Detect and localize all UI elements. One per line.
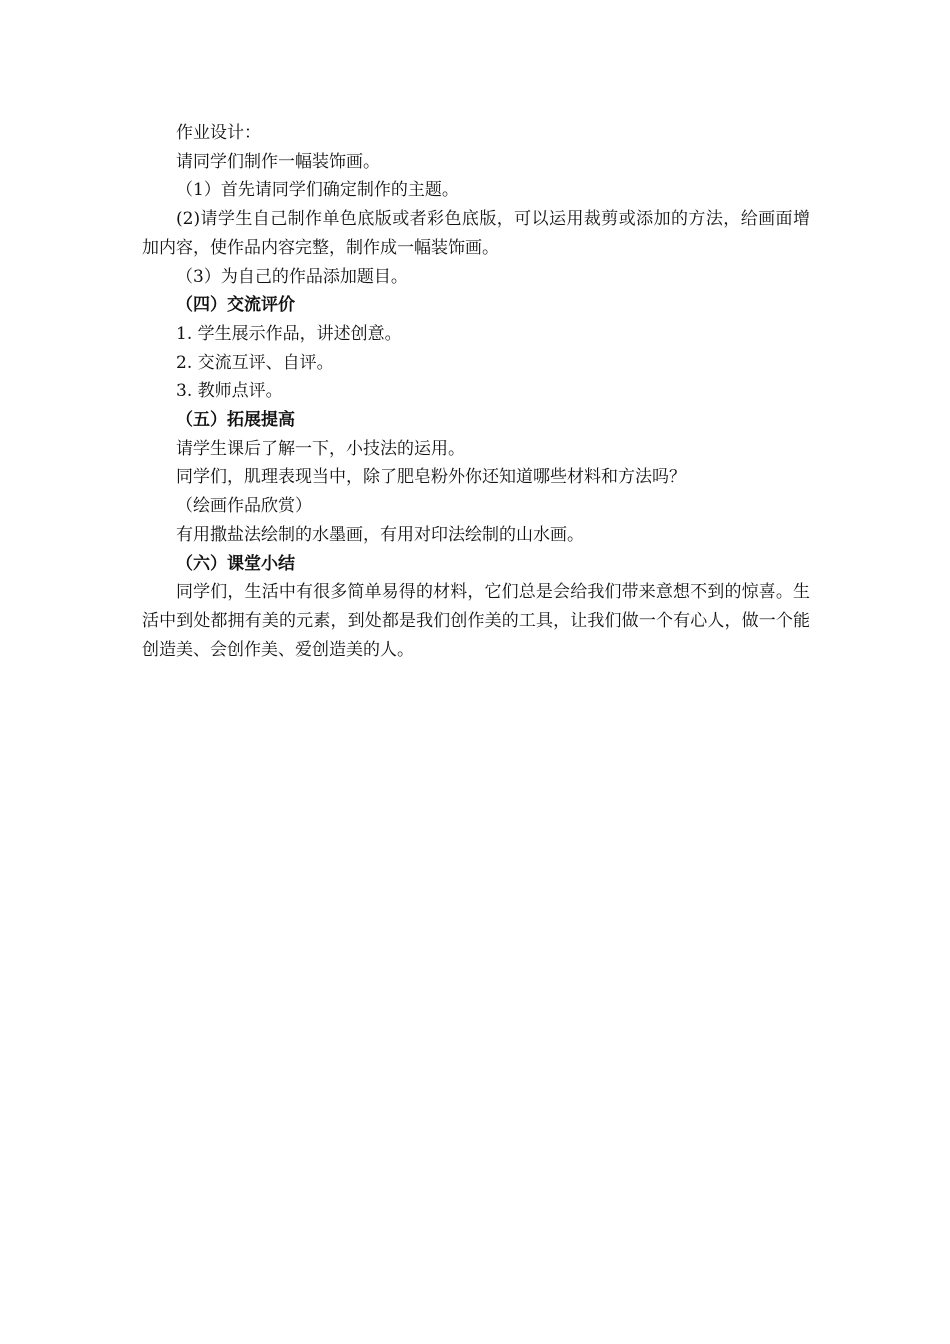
paragraph-after-class: 请学生课后了解一下，小技法的运用。 [176, 438, 465, 459]
section-heading-extension: （五）拓展提高 [176, 410, 295, 431]
paragraph-techniques: 有用撒盐法绘制的水墨画，有用对印法绘制的山水画。 [176, 524, 584, 545]
paragraph-step-1: （1）首先请同学们确定制作的主题。 [176, 180, 459, 201]
document-body [142, 119, 810, 664]
list-item-teacher-review: 3. 教师点评。 [176, 381, 283, 402]
paragraph-texture-question: 同学们，肌理表现当中，除了肥皂粉外你还知道哪些材料和方法吗？ [176, 467, 686, 488]
paragraph-homework-heading: 作业设计： [176, 123, 261, 143]
section-heading-summary: （六）课堂小结 [176, 553, 295, 574]
paragraph-step-2: (2)请学生自己制作单色底版或者彩色底版，可以运用裁剪或添加的方法，给画面增加内容，使作品内容完整，制作成一幅装饰画。 [142, 209, 810, 258]
paragraph-homework-task: 请同学们制作一幅装饰画。 [176, 151, 380, 172]
section-heading-exchange-evaluation: （四）交流评价 [176, 295, 295, 316]
list-item-peer-review: 2. 交流互评、自评。 [176, 352, 334, 373]
list-item-show-work: 1. 学生展示作品，讲述创意。 [176, 323, 402, 344]
paragraph-artwork-appreciation: （绘画作品欣赏） [176, 496, 312, 517]
paragraph-step-3: （3）为自己的作品添加题目。 [176, 266, 408, 287]
paragraph-summary: 同学们，生活中有很多简单易得的材料，它们总是会给我们带来意想不到的惊喜。生活中到处都拥有美的元素，到处都是我们创作美的工具，让我们做一个有心人，做一个能创造美、会创作美、爱创造美的人。 [142, 582, 810, 660]
